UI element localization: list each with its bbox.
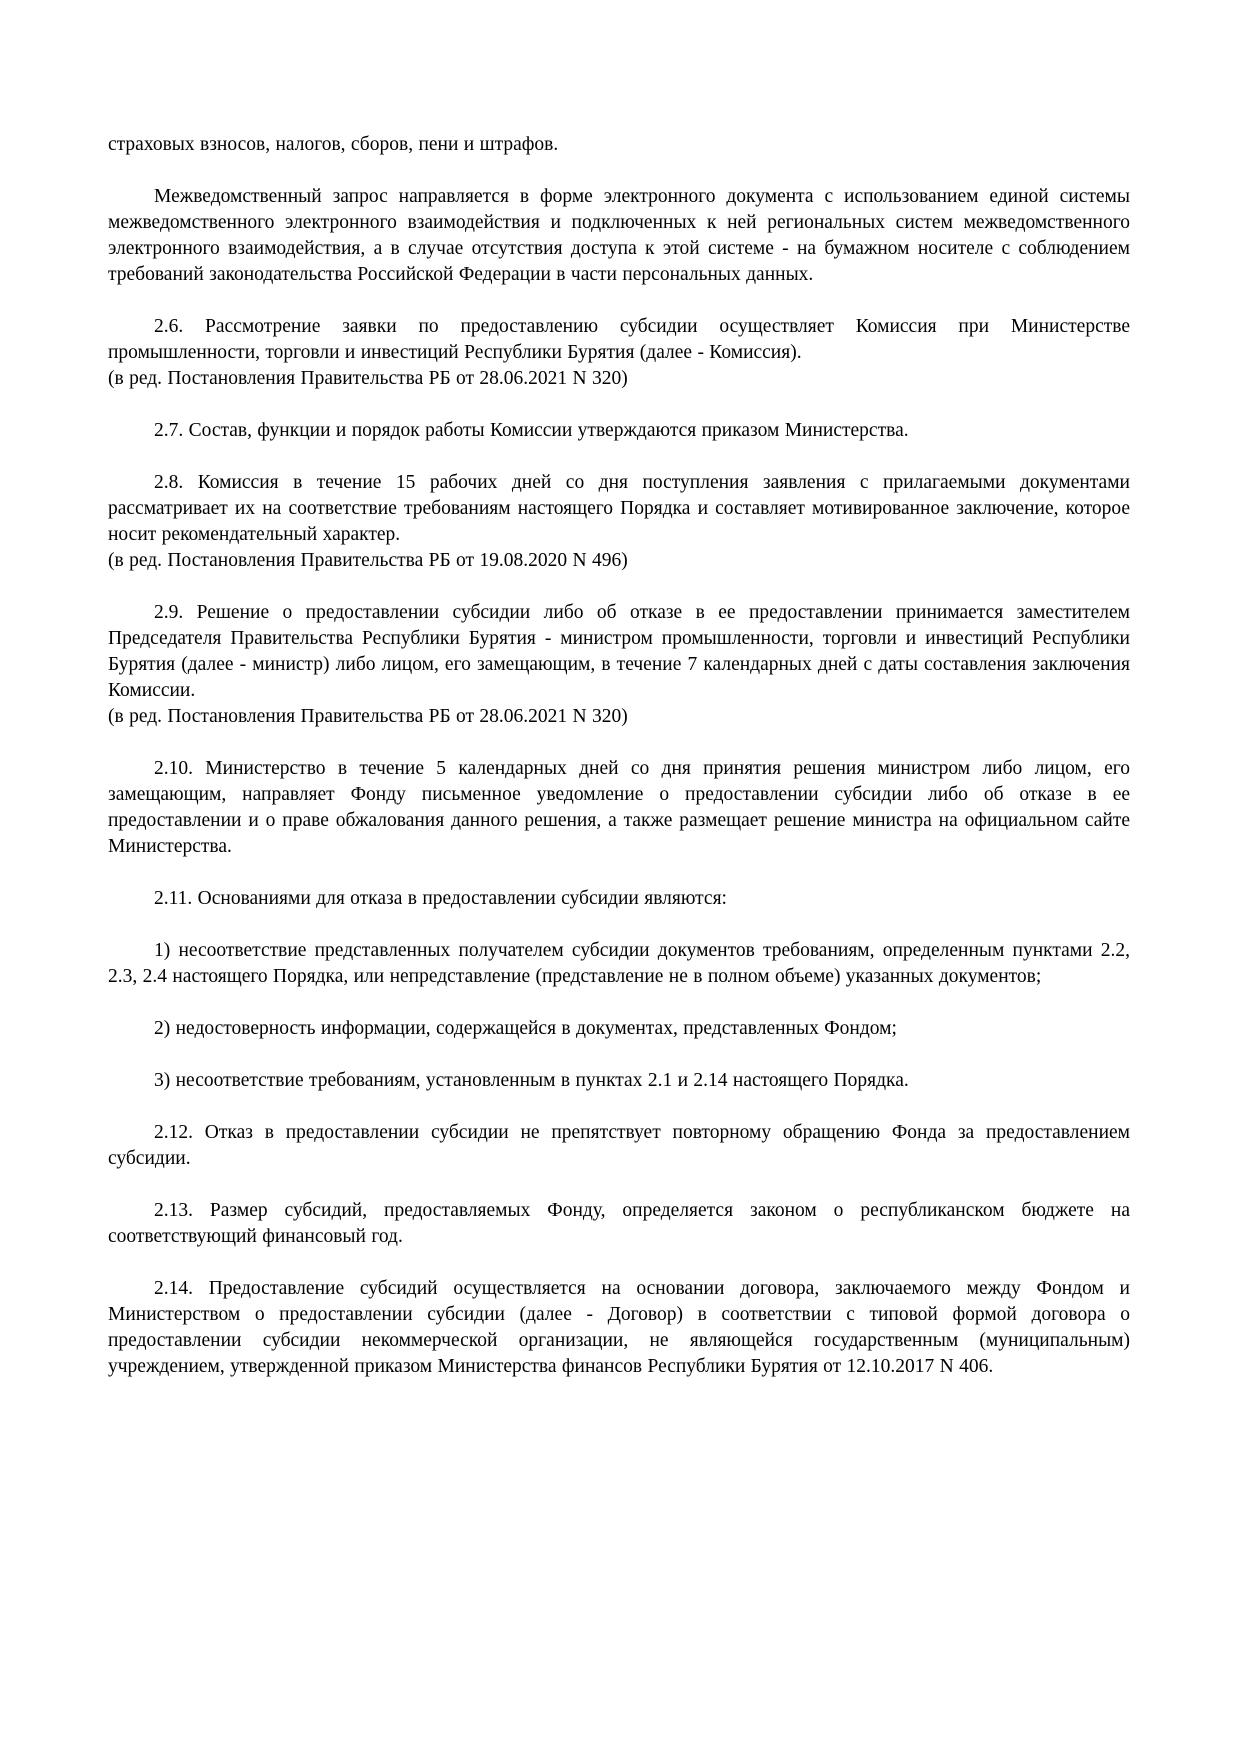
paragraph-clause-2-13: 2.13. Размер субсидий, предоставляемых Фонду, определяется законом о республиканском бюджете на соответствующий финансовый год. — [108, 1200, 1130, 1247]
paragraph-continuation: страховых взносов, налогов, сборов, пени и штрафов. — [108, 134, 559, 155]
amendment-note-2-9: (в ред. Постановления Правительства РБ от 28.06.2021 N 320) — [108, 706, 628, 727]
document-body — [108, 132, 1130, 1380]
paragraph-interagency-request: Межведомственный запрос направляется в форме электронного документа с использованием единой системы межведомственного электронного взаимодействия и подключенных к ней региональных систем межведомственного электронного взаимодействия, а в случае отсутствия доступа к этой системе - на бумажном носителе с соблюдением требований законодательства Российской Федерации в части персональных данных. — [108, 186, 1130, 285]
paragraph-list-item-2: 2) недостоверность информации, содержащейся в документах, представленных Фондом; — [154, 1018, 897, 1039]
paragraph-list-item-3: 3) несоответствие требованиям, установленным в пунктах 2.1 и 2.14 настоящего Порядка. — [154, 1070, 909, 1091]
paragraph-clause-2-14: 2.14. Предоставление субсидий осуществляется на основании договора, заключаемого между Фондом и Министерством о предоставлении субсидии (далее - Договор) в соответствии с типовой формой договора о предоставлении субсидии некоммерческой организации, не являющейся государственным (муниципальным) учреждением, утвержденной приказом Министерства финансов Республики Бурятия от 12.10.2017 N 406. — [108, 1278, 1130, 1377]
amendment-note-2-6: (в ред. Постановления Правительства РБ от 28.06.2021 N 320) — [108, 368, 628, 389]
paragraph-list-item-1: 1) несоответствие представленных получателем субсидии документов требованиям, определенным пунктами 2.2, 2.3, 2.4 настоящего Порядка, или непредставление (представление не в полном объеме) указанных документов; — [108, 940, 1130, 987]
paragraph-clause-2-12: 2.12. Отказ в предоставлении субсидии не препятствует повторному обращению Фонда за предоставлением субсидии. — [108, 1122, 1130, 1169]
paragraph-clause-2-11: 2.11. Основаниями для отказа в предоставлении субсидии являются: — [154, 888, 727, 909]
paragraph-clause-2-10: 2.10. Министерство в течение 5 календарных дней со дня принятия решения министром либо лицом, его замещающим, направляет Фонду письменное уведомление о предоставлении субсидии либо об отказе в ее предоставлении и о праве обжалования данного решения, а также размещает решение министра на официальном сайте Министерства. — [108, 758, 1130, 857]
paragraph-clause-2-7: 2.7. Состав, функции и порядок работы Комиссии утверждаются приказом Министерства. — [154, 420, 909, 441]
amendment-note-2-8: (в ред. Постановления Правительства РБ от 19.08.2020 N 496) — [108, 550, 628, 571]
paragraph-clause-2-8: 2.8. Комиссия в течение 15 рабочих дней со дня поступления заявления с прилагаемыми документами рассматривает их на соответствие требованиям настоящего Порядка и составляет мотивированное заключение, которое носит рекомендательный характер. — [108, 472, 1130, 545]
paragraph-clause-2-6: 2.6. Рассмотрение заявки по предоставлению субсидии осуществляет Комиссия при Министерстве промышленности, торговли и инвестиций Республики Бурятия (далее - Комиссия). — [108, 316, 1130, 363]
paragraph-clause-2-9: 2.9. Решение о предоставлении субсидии либо об отказе в ее предоставлении принимается заместителем Председателя Правительства Республики Бурятия - министром промышленности, торговли и инвестиций Республики Бурятия (далее - министр) либо лицом, его замещающим, в течение 7 календарных дней с даты составления заключения Комиссии. — [108, 602, 1130, 701]
